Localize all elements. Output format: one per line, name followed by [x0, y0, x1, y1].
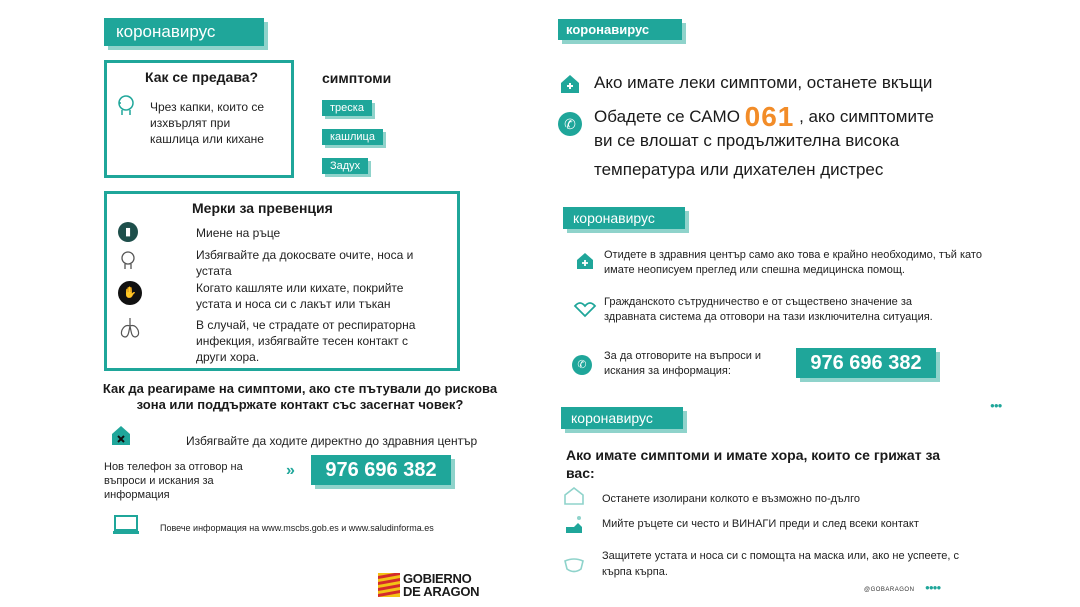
mask-icon — [563, 555, 585, 575]
prevention-item-3: Когато кашляте или кихате, покрийте устата и носа си с лакът или тъкан — [196, 281, 404, 311]
transmission-text: Чрез капки, които се изхвърлят при кашлица или кихане — [150, 100, 265, 146]
prevention-title: Мерки за превенция — [192, 200, 333, 216]
laptop-icon — [113, 514, 139, 536]
right-tag-1: коронавирус — [558, 19, 682, 40]
handshake-icon — [573, 298, 597, 318]
symptom-chip-breath: Задух — [322, 158, 368, 174]
more-info-text: Повече информация на www.mscbs.gob.es и www.saludinforma.es — [160, 523, 434, 533]
aragon-flag-icon — [378, 573, 400, 597]
logo-text — [403, 572, 479, 598]
handwash-icon — [564, 515, 584, 535]
fever-line: температура или дихателен дистрес — [594, 160, 884, 179]
twitter-handle: @GOBARAGON — [864, 587, 915, 593]
social-icons-1[interactable]: ●●● — [990, 401, 1002, 410]
isolation-text: Останете изолирани колкото е възможно по-дълго — [602, 493, 860, 505]
mask-text: Защитете устата и носа си с помощта на маска или, ако не успеете, с кърпа кърпа. — [602, 550, 959, 578]
react-title: Как да реагираме на симптоми, ако сте пътували до рискова зона или поддържате контакт със засегнат човек? — [102, 381, 498, 412]
handwash-text: Мийте ръцете си често и ВИНАГИ преди и след всеки контакт — [602, 518, 919, 530]
face-touch-icon — [118, 250, 138, 270]
prevention-item-4: В случай, че страдате от респираторна инфекция, избягвайте тесен контакт с други хора. — [196, 318, 416, 364]
prevention-item-1: Миене на ръце — [196, 226, 281, 240]
symptoms-title: симптоми — [322, 70, 392, 86]
right-phone-number[interactable]: 976 696 382 — [796, 348, 936, 378]
logo-line-1: GOBIERNO — [403, 571, 472, 586]
phone-small-icon: ✆ — [572, 355, 592, 375]
social-icons-2[interactable]: ●●●● — [925, 583, 941, 592]
if-symptoms-text: , ако симптомите — [799, 107, 934, 126]
transmission-title: Как се предава? — [145, 69, 259, 85]
health-center-icon — [110, 424, 132, 446]
mild-symptoms-line: Ако имате леки симптоми, останете вкъщи — [594, 73, 933, 92]
double-chevron-icon: » — [286, 462, 295, 479]
head-cough-icon — [116, 94, 136, 116]
left-tag: коронавирус — [104, 18, 264, 46]
symptom-chip-fever: треска — [322, 100, 372, 116]
symptom-chip-cough: кашлица — [322, 129, 383, 145]
logo-line-2: DE ARAGON — [403, 584, 480, 599]
right-tag-3: коронавирус — [561, 407, 683, 429]
call-only-line — [594, 101, 934, 133]
call-only-text: Обадете се САМО — [594, 107, 740, 126]
lungs-icon — [117, 316, 143, 340]
phone-label: Нов телефон за отговор на въпроси и искания за информация — [104, 461, 243, 501]
phone-icon: ✆ — [558, 112, 582, 136]
worsen-line: ви се влошат с продължителна висока — [594, 131, 900, 150]
emergency-number[interactable]: 061 — [744, 101, 795, 132]
health-center-text: Отидете в здравния център само ако това е крайно необходимо, тъй като имате неописуем преглед или спешна медицинска помощ. — [604, 249, 982, 276]
avoid-text: Избягвайте да ходите директно до здравния център — [186, 434, 478, 448]
right-tag-2: коронавирус — [563, 207, 685, 229]
home-icon — [560, 74, 580, 94]
left-phone-number[interactable]: 976 696 382 — [311, 455, 451, 485]
sneeze-icon: ✋ — [118, 281, 142, 305]
prevention-item-2: Избягвайте да докосвате очите, носа и устата — [196, 248, 414, 278]
soap-icon: ▮ — [118, 222, 138, 242]
home-small-icon — [576, 252, 594, 270]
house-outline-icon — [564, 487, 584, 505]
cooperation-text: Гражданското сътрудничество е от съществено значение за здравната система да отговори на тази изключителна ситуация. — [604, 296, 933, 323]
caregivers-title: Ако имате симптоми и имате хора, които се грижат за вас: — [566, 447, 941, 481]
questions-text: За да отговорите на въпроси и искания за информация: — [604, 350, 762, 377]
